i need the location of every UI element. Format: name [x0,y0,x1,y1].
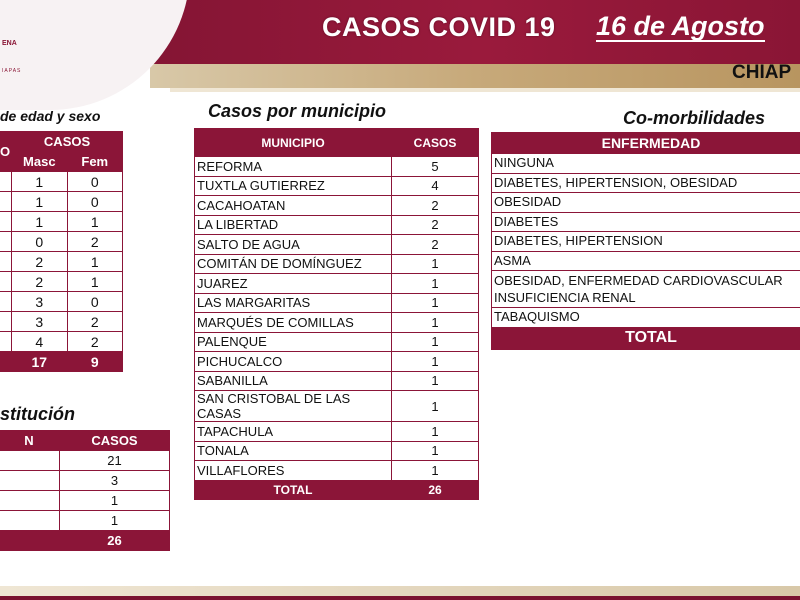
municipality-row [195,176,479,196]
municipality-casos: 1 [392,461,479,481]
municipality-name: PALENQUE [195,332,392,352]
municipality-name: CACAHOATAN [195,196,392,216]
fem-cell: 0 [67,192,122,212]
municipality-name: SALTO DE AGUA [195,235,392,255]
logo-text: ENA [2,40,17,47]
municipality-row [195,215,479,235]
mun-casos-header: CASOS [392,129,479,157]
municipality-row [195,196,479,216]
fem-cell: 2 [67,312,122,332]
municipality-casos: 1 [392,254,479,274]
state-name: CHIAP [732,62,792,83]
municipality-name: MARQUÉS DE COMILLAS [195,313,392,333]
fem-cell: 2 [67,332,122,352]
municipality-row [195,293,479,313]
masc-cell: 0 [12,232,67,252]
institution-casos-cell: 1 [60,491,170,511]
municipality-table [194,128,479,500]
municipality-row [195,461,479,481]
age-row [0,212,123,232]
masc-cell: 1 [12,192,67,212]
fem-cell: 1 [67,252,122,272]
institution-row [0,451,170,471]
masc-cell: 2 [12,252,67,272]
comorbidity-name: TABAQUISMO [492,308,800,328]
municipality-row [195,313,479,333]
fem-cell: 1 [67,272,122,292]
age-row [0,332,123,352]
page-title: CASOS COVID 19 [322,12,556,42]
institution-header: N [0,431,60,451]
fem-cell: 1 [67,212,122,232]
comorbidity-row [492,232,800,252]
institution-name-cell [0,491,60,511]
masc-cell: 3 [12,292,67,312]
comorbidity-row [492,173,800,193]
municipality-row [195,371,479,391]
municipality-name: TONALA [195,441,392,461]
age-sex-table [0,131,123,372]
mun-total-label: TOTAL [195,480,392,500]
fem-cell: 2 [67,232,122,252]
masc-cell: 1 [12,212,67,232]
institution-name-cell [0,451,60,471]
casos-header: CASOS [12,132,123,152]
fem-cell: 0 [67,172,122,192]
age-group-cell [0,252,12,272]
municipality-title: Casos por municipio [208,101,387,121]
age-group-header: O [0,132,12,172]
municipality-casos: 1 [392,274,479,294]
fem-cell: 0 [67,292,122,312]
comorbidity-title: Co-morbilidades [623,108,766,128]
institution-casos-cell: 3 [60,471,170,491]
municipality-casos: 1 [392,441,479,461]
institution-name-cell [0,471,60,491]
institution-casos-cell: 21 [60,451,170,471]
header-banner [0,0,800,92]
age-group-cell [0,232,12,252]
comorbidity-name: OBESIDAD, ENFERMEDAD CARDIOVASCULAR INSUFICIENCIA RENAL [492,271,800,308]
municipality-casos: 1 [392,332,479,352]
institution-total-label [0,531,60,551]
municipality-name: COMITÁN DE DOMÍNGUEZ [195,254,392,274]
municipality-name: TUXTLA GUTIERREZ [195,176,392,196]
comorbidity-row [492,308,800,328]
comorbidity-row [492,212,800,232]
municipality-name: JUAREZ [195,274,392,294]
institution-row [0,471,170,491]
institution-casos-header: CASOS [60,431,170,451]
municipio-header: MUNICIPIO [195,129,392,157]
municipality-name: REFORMA [195,157,392,177]
masc-cell: 1 [12,172,67,192]
municipality-name: PICHUCALCO [195,352,392,372]
age-row [0,172,123,192]
municipality-name: LAS MARGARITAS [195,293,392,313]
municipality-row [195,254,479,274]
municipality-name: LA LIBERTAD [195,215,392,235]
institution-row [0,491,170,511]
age-row [0,312,123,332]
comorbidity-row [492,154,800,174]
report-date: 16 de Agosto [596,11,765,41]
comorbidity-name: NINGUNA [492,154,800,174]
age-group-cell [0,312,12,332]
municipality-name: TAPACHULA [195,422,392,442]
mun-total: 26 [392,480,479,500]
age-total-label [0,352,12,372]
age-group-cell [0,332,12,352]
municipality-casos: 1 [392,313,479,333]
enfermedad-header: ENFERMEDAD [492,133,800,154]
municipality-row [195,235,479,255]
municipality-name: VILLAFLORES [195,461,392,481]
municipality-casos: 5 [392,157,479,177]
age-row [0,252,123,272]
municipality-row [195,157,479,177]
municipality-casos: 1 [392,422,479,442]
institution-title: stitución [0,404,75,424]
municipality-casos: 1 [392,293,479,313]
comorbidity-name: DIABETES, HIPERTENSION [492,232,800,252]
municipality-casos: 2 [392,215,479,235]
comorbidity-name: ASMA [492,251,800,271]
masc-cell: 2 [12,272,67,292]
municipality-row [195,391,479,422]
masc-cell: 4 [12,332,67,352]
municipality-row [195,422,479,442]
institution-total: 26 [60,531,170,551]
municipality-casos: 2 [392,235,479,255]
comorbidity-total: TOTAL [492,327,800,349]
age-sex-title: de edad y sexo [0,108,101,124]
age-group-cell [0,272,12,292]
masc-cell: 3 [12,312,67,332]
footer-maroon-bar [0,596,800,600]
municipality-row [195,274,479,294]
municipality-name: SAN CRISTOBAL DE LAS CASAS [195,391,392,422]
header-gold-band [150,64,800,88]
age-row [0,232,123,252]
comorbidity-name: DIABETES, HIPERTENSION, OBESIDAD [492,173,800,193]
logo-subtext: IAPAS [2,68,22,74]
comorbidity-name: OBESIDAD [492,193,800,213]
municipality-name: SABANILLA [195,371,392,391]
comorbidity-row [492,193,800,213]
institution-casos-cell: 1 [60,511,170,531]
fem-header: Fem [67,152,122,172]
municipality-row [195,332,479,352]
municipality-casos: 4 [392,176,479,196]
comorbidity-table [491,132,800,350]
age-row [0,272,123,292]
age-total-fem: 9 [67,352,122,372]
header-gold-strip [170,88,800,92]
municipality-casos: 1 [392,391,479,422]
age-group-cell [0,172,12,192]
municipality-row [195,441,479,461]
masc-header: Masc [12,152,67,172]
municipality-row [195,352,479,372]
age-group-cell [0,192,12,212]
institution-table [0,430,170,551]
age-row [0,292,123,312]
comorbidity-row [492,251,800,271]
age-group-cell [0,212,12,232]
age-total-masc: 17 [12,352,67,372]
age-row [0,192,123,212]
comorbidity-row [492,271,800,308]
municipality-casos: 1 [392,371,479,391]
municipality-casos: 1 [392,352,479,372]
age-group-cell [0,292,12,312]
institution-name-cell [0,511,60,531]
comorbidity-name: DIABETES [492,212,800,232]
institution-row [0,511,170,531]
municipality-casos: 2 [392,196,479,216]
